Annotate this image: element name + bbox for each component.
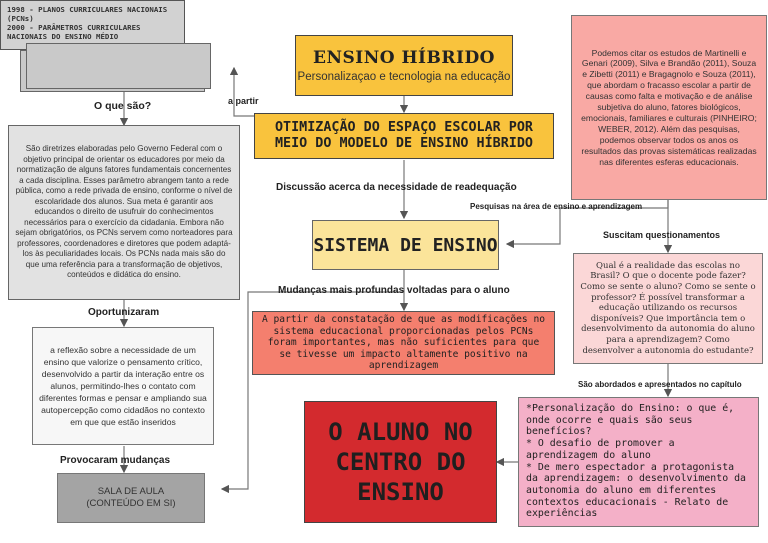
link-otim-docs [234, 68, 255, 116]
document-line-1998: 1998 - PLANOS CURRICULARES NACIONAIS (PCNs) [7, 5, 168, 23]
aluno-text: O ALUNO NO CENTRO DO ENSINO [328, 418, 473, 506]
a-partir-text: A partir da constatação de que as modificações no sistema educacional proporcionadas pelos PCNs foram importantes, mas não suficientes para que se tivesse um impacto altamente positivo na aprendizagem [261, 314, 546, 372]
page-title: ENSINO HÍBRIDO [312, 47, 495, 68]
a-partir-box [252, 311, 555, 375]
document-line-2000: 2000 - PARÂMETROS CURRICULARES NACIONAIS DO ENSINO MÉDIO [7, 23, 141, 41]
sala-de-aula-box [57, 473, 205, 523]
document-stack-middle [26, 43, 211, 89]
questions-box [573, 253, 763, 364]
label-discussao: Discussão acerca da necessidade de readequação [276, 182, 517, 193]
reflexao-text: a reflexão sobre a necessidade de um ensino que valorize o pensamento crítico, desenvolvido a partir da interação entre os alunos, permitindo-lhes o contato com diferentes formas e pensar e ampliando sua autopercepção como cidadãos no contexto em que que estão inseridos [39, 345, 207, 427]
otimizacao-box [254, 113, 554, 159]
label-oportunizaram: Oportunizaram [88, 307, 160, 318]
definition-box [8, 125, 240, 300]
label-a-partir: a partir [228, 96, 259, 106]
label-o-que-sao: O que são? [94, 100, 152, 112]
aluno-box [304, 401, 497, 523]
estudos-box [571, 15, 767, 200]
definition-text: São diretrizes elaboradas pelo Governo Federal com o objetivo principal de orientar os educadores por meio da normatização de alguns fatores fundamentais concernentes a cada disciplina. Esses parâmetro abrangem tanto a rede pública, como a rede privada de ensino, conforme o nível de escolaridade dos alunos. Sua meta é garantir aos educandos o direito de usufruir do conhecimentos necessários para o exercício da cidadania. Embora não sejam obrigatórios, os PCNs servem como norteadores para professores, coordenadores e diretores que podem adaptá-los às peculiaridades locais. Os PCNs nada mais são do que uma referência para a transformação de objetivos, conteúdos e didática do ensino. [15, 144, 233, 280]
topics-text: *Personalização do Ensino: o que é, onde ocorre e quais são seus benefícios? * O desafio de promover a aprendizagem do aluno * De mero espectador a protagonista da aprendizagem: o desenvolvimento da autonomia do aluno em diferentes contextos educacionais - Relato de experiências [526, 403, 746, 520]
page-subtitle: Personalizaçao e tecnologia na educação [297, 70, 511, 83]
otimizacao-text: OTIMIZAÇÃO DO ESPAÇO ESCOLAR POR MEIO DO MODELO DE ENSINO HÍBRIDO [275, 120, 533, 151]
label-mudancas: Mudanças mais profundas voltadas para o aluno [278, 285, 510, 296]
reflexao-box [32, 327, 214, 445]
estudos-text: Podemos citar os estudos de Martinelli e Genari (2009), Silva e Brandão (2011), Souza e Zibetti (2011) e Bragagnolo e Souza (2011), que abordam o fracasso escolar a partir de causas como falta e motivação e de análise subjetiva do aluno, fatores biológicos, emocionais, familiares e culturais (PINHEIRO; WEBER, 2012). Além das pesquisas, podemos observar todos os anos os resultados das provas sistemáticas realizadas nas diferentes esferas educacionais. [581, 47, 757, 167]
questions-text: Qual é a realidade das escolas no Brasil? O que o docente pode fazer? Como se sente o aluno? Como se sente o professor? É possível transformar a educação utilizando os recursos disponíveis? Que importância tem o desenvolvimento da autonomia do aluno para a aprendizagem? Como desenvolver a autonomia do estudante? [580, 260, 756, 356]
sala-text: SALA DE AULA (CONTEÚDO EM SI) [86, 486, 176, 509]
label-pesquisas: Pesquisas na área de ensino e aprendizagem [470, 202, 643, 211]
label-abordados: São abordados e apresentados no capítulo [578, 380, 742, 389]
title-box [295, 35, 513, 96]
sistema-box [312, 220, 499, 270]
sistema-text: SISTEMA DE ENSINO [313, 234, 498, 256]
topics-box [518, 397, 759, 527]
label-provocaram: Provocaram mudanças [60, 455, 171, 466]
label-suscitam: Suscitam questionamentos [603, 230, 721, 240]
